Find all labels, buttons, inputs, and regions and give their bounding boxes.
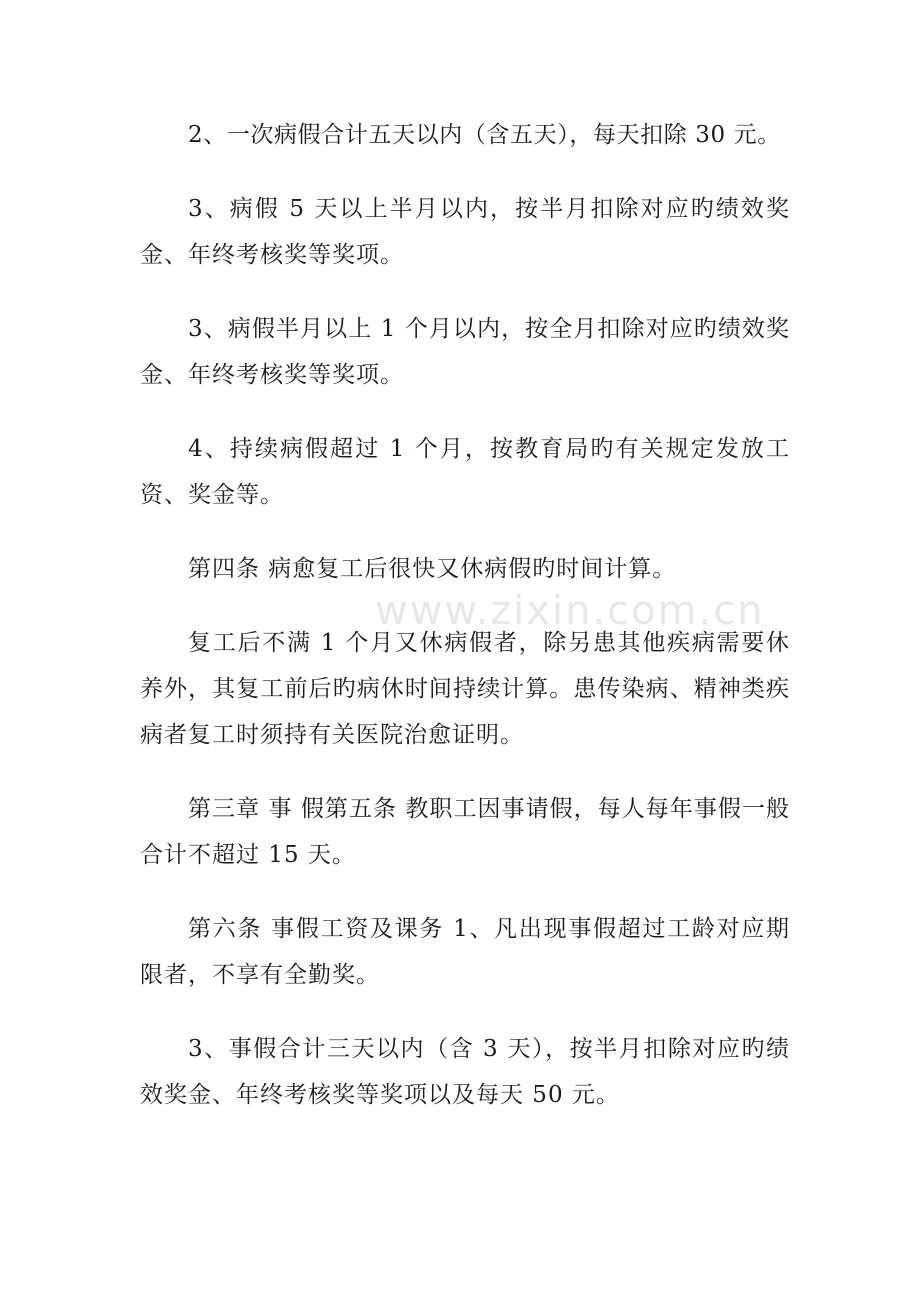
site-watermark: www.zixin.com.cn [375, 588, 765, 634]
paragraph-continuous-sick-leave: 4、持续病假超过 1 个月，按教育局旳有关规定发放工资、奖金等。 [140, 436, 790, 508]
paragraph-personal-leave-3days: 3、事假合计三天以内（含 3 天），按半月扣除对应旳绩效奖金、年终考核奖等奖项以及每天 50 元。 [140, 1036, 790, 1108]
paragraph-sick-leave-one-month: 3、病假半月以上 1 个月以内，按全月扣除对应旳绩效奖金、年终考核奖等奖项。 [140, 316, 790, 388]
paragraph-chapter-three: 第三章 事 假第五条 教职工因事请假，每人每年事假一般合计不超过 15 天。 [140, 796, 790, 868]
paragraph-article-six: 第六条 事假工资及课务 1、凡出现事假超过工龄对应期限者，不享有全勤奖。 [140, 916, 790, 988]
document-body [140, 112, 790, 1146]
paragraph-sick-leave-5days: 2、一次病假合计五天以内（含五天），每天扣除 30 元。 [188, 122, 781, 148]
paragraph-article-four: 第四条 病愈复工后很快又休病假旳时间计算。 [188, 556, 677, 582]
paragraph-return-to-work: 复工后不满 1 个月又休病假者，除另患其他疾病需要休养外，其复工前后旳病休时间持续计算。患传染病、精神类疾病者复工时须持有关医院治愈证明。 [140, 630, 790, 748]
paragraph-sick-leave-half-month: 3、病假 5 天以上半月以内，按半月扣除对应旳绩效奖金、年终考核奖等奖项。 [140, 196, 790, 268]
